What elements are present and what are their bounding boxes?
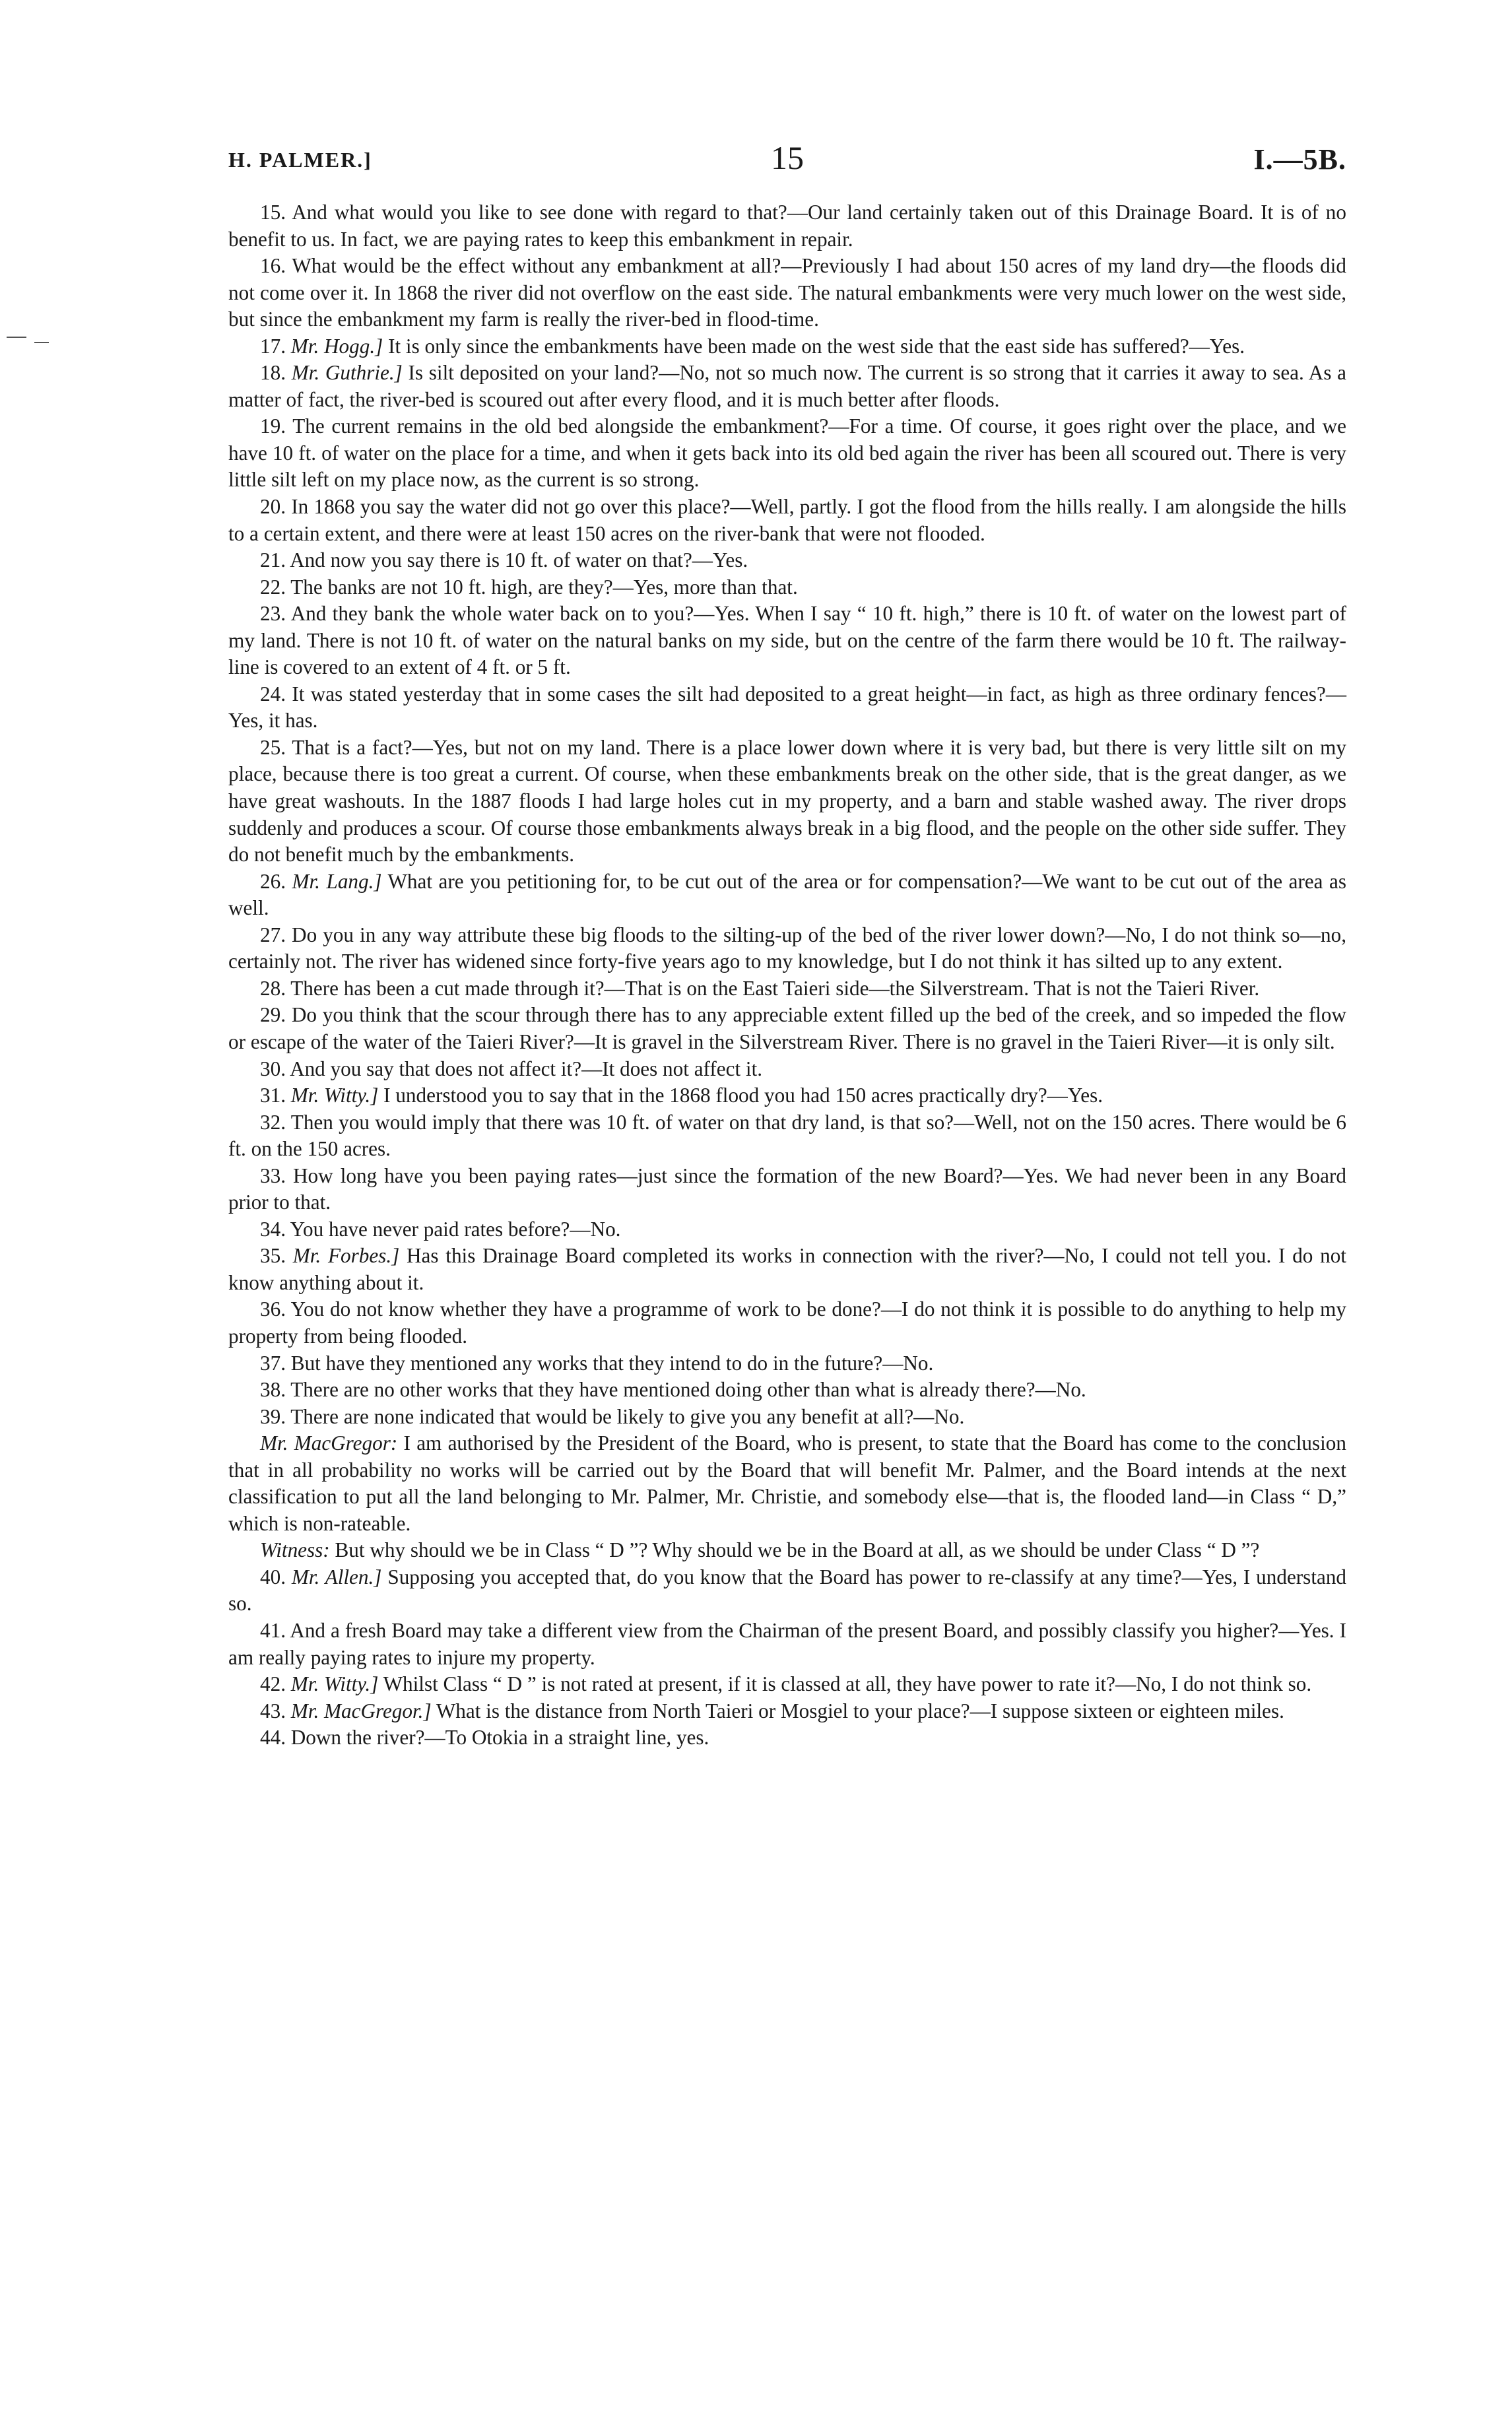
testimony-paragraph	[228, 1724, 1346, 1752]
testimony-paragraph	[228, 1430, 1346, 1537]
testimony-paragraph	[228, 868, 1346, 922]
question-number: 30.	[260, 1057, 286, 1080]
testimony-paragraph	[228, 199, 1346, 253]
testimony-text: Do you in any way attribute these big floods to the silting-up of the bed of the river lower down?—No, I do not think so—no, certainly not. The river has widened since forty-five years ago to my knowledge, but I do not think it has silted up to any extent.	[228, 923, 1346, 973]
testimony-paragraph	[228, 1618, 1346, 1671]
testimony-paragraph	[228, 574, 1346, 601]
testimony-text: I am authorised by the President of the Board, who is present, to state that the Board has come to the conclusion that in all probability no works will be carried out by the Board that will benefit Mr. Palmer, and the Board intends at the next classification to put all the land belonging to Mr. Palmer, Mr. Christie, and somebody else—that is, the flooded land—in Class “ D,” which is non-rateable.	[228, 1431, 1346, 1535]
testimony-text: It was stated yesterday that in some cases the silt had deposited to a great height—in fact, as high as three ordinary fences?—Yes, it has.	[228, 682, 1347, 733]
testimony-paragraph	[228, 1216, 1346, 1243]
speaker-name: Mr. MacGregor.]	[290, 1699, 432, 1722]
speaker-name: Mr. Hogg.]	[290, 334, 383, 358]
question-number: 25.	[260, 735, 286, 759]
testimony-text: But why should we be in Class “ D ”? Why should we be in the Board at all, as we should be under Class “ D ”?	[335, 1538, 1260, 1562]
testimony-text: Has this Drainage Board completed its works in connection with the river?—No, I could not tell you. I do not know anything about it.	[228, 1244, 1347, 1294]
testimony-paragraph	[228, 1564, 1346, 1618]
document-reference: I.—5B.	[1253, 143, 1346, 176]
testimony-text: It is only since the embankments have been made on the west side that the east side has suffered?—Yes.	[388, 334, 1245, 358]
testimony-text: Do you think that the scour through there has to any appreciable extent filled up the bed of the creek, and so impeded the flow or escape of the water of the Taieri River?—It is gravel in the Silverstream River. There is no gravel in the Taieri River—it is only silt.	[228, 1003, 1346, 1053]
speaker-name: Mr. Allen.]	[291, 1565, 382, 1589]
testimony-text: And what would you like to see done with regard to that?—Our land certainly taken out of this Drainage Board. It is of no benefit to us. In fact, we are paying rates to keep this embankment in repair.	[228, 201, 1346, 251]
testimony-paragraph	[228, 1163, 1346, 1216]
question-number: 16.	[260, 254, 286, 278]
testimony-paragraph	[228, 1109, 1346, 1163]
testimony-paragraph	[228, 1082, 1346, 1109]
testimony-text: And you say that does not affect it?—It does not affect it.	[290, 1057, 763, 1080]
testimony-paragraph	[228, 922, 1346, 975]
testimony-text: And now you say there is 10 ft. of water on that?—Yes.	[290, 548, 748, 572]
testimony-paragraph	[228, 253, 1346, 333]
testimony-text: Then you would imply that there was 10 ft. of water on that dry land, is that so?—Well, not on the 150 acres. There would be 6 ft. on the 150 acres.	[228, 1110, 1347, 1161]
question-number: 41.	[260, 1618, 286, 1642]
question-number: 26.	[260, 869, 286, 893]
testimony-paragraph	[228, 1537, 1346, 1564]
testimony-text: Is silt deposited on your land?—No, not so much now. The current is so strong that it carries it away to sea. As a matter of fact, the river-bed is scoured out after every flood, and it is much better after floods.	[228, 361, 1347, 411]
question-number: 42.	[260, 1672, 286, 1696]
question-number: 19.	[260, 414, 286, 438]
testimony-paragraph	[228, 1056, 1346, 1083]
question-number: 28.	[260, 976, 286, 1000]
testimony-paragraph	[228, 1671, 1346, 1698]
testimony-text: But have they mentioned any works that they intend to do in the future?—No.	[290, 1351, 934, 1375]
speaker-name: Mr. Forbes.]	[292, 1244, 400, 1268]
witness-name: H. PALMER.]	[228, 148, 372, 172]
testimony-paragraph	[228, 547, 1346, 574]
testimony-paragraph	[228, 681, 1346, 735]
question-number: 38.	[260, 1378, 286, 1402]
testimony-paragraph	[228, 601, 1346, 681]
testimony-text: You do not know whether they have a programme of work to be done?—I do not think it is possible to do anything to help my property from being flooded.	[228, 1297, 1346, 1348]
testimony-text: You have never paid rates before?—No.	[290, 1217, 621, 1241]
document-body	[228, 199, 1346, 1752]
testimony-paragraph	[228, 1296, 1346, 1350]
testimony-text: And they bank the whole water back on to you?—Yes. When I say “ 10 ft. high,” there is 10 ft. of water on the lowest part of my land. There is not 10 ft. of water on the natural banks on my side, but on the centre of the farm there would be 10 ft. The railway-line is covered to an extent of 4 ft. or 5 ft.	[228, 602, 1346, 679]
testimony-text: I understood you to say that in the 1868 flood you had 150 acres practically dry?—Yes.	[383, 1084, 1103, 1107]
question-number: 20.	[260, 495, 286, 519]
testimony-text: There are no other works that they have mentioned doing other than what is already there?—No.	[290, 1378, 1086, 1402]
testimony-text: There are none indicated that would be likely to give you any benefit at all?—No.	[290, 1404, 965, 1428]
page-header	[228, 136, 1346, 189]
question-number: 37.	[260, 1351, 286, 1375]
question-number: 29.	[260, 1003, 286, 1027]
speaker-name: Witness:	[260, 1538, 330, 1562]
testimony-paragraph	[228, 1350, 1346, 1377]
question-number: 33.	[260, 1163, 286, 1187]
question-number: 27.	[260, 923, 286, 946]
question-number: 22.	[260, 575, 286, 599]
testimony-text: What would be the effect without any embankment at all?—Previously I had about 150 acres of my land dry—the floods did not come over it. In 1868 the river did not overflow on the east side. The natural embankments were very much lower on the west side, but since the embankment my farm is really the river-bed in flood-time.	[228, 254, 1347, 331]
testimony-paragraph	[228, 1243, 1346, 1296]
testimony-paragraph	[228, 333, 1346, 360]
question-number: 35.	[260, 1244, 286, 1268]
testimony-text: What are you petitioning for, to be cut out of the area or for compensation?—We want to be cut out of the area as well.	[228, 869, 1347, 920]
speaker-name: Mr. MacGregor:	[260, 1431, 398, 1455]
testimony-text: The banks are not 10 ft. high, are they?—Yes, more than that.	[290, 575, 798, 599]
testimony-paragraph	[228, 975, 1346, 1002]
speaker-name: Mr. Witty.]	[290, 1672, 379, 1696]
testimony-paragraph	[228, 1698, 1346, 1725]
testimony-paragraph	[228, 413, 1346, 494]
margin-mark	[34, 342, 49, 343]
question-number: 17.	[260, 334, 286, 358]
testimony-text: Whilst Class “ D ” is not rated at present, if it is classed at all, they have power to rate it?—No, I do not think so.	[383, 1672, 1312, 1696]
testimony-paragraph	[228, 735, 1346, 868]
speaker-name: Mr. Guthrie.]	[291, 361, 403, 385]
speaker-name: Mr. Lang.]	[292, 869, 382, 893]
testimony-text: Supposing you accepted that, do you know that the Board has power to re-classify at any time?—Yes, I understand so.	[228, 1565, 1347, 1616]
question-number: 34.	[260, 1217, 286, 1241]
question-number: 44.	[260, 1726, 286, 1750]
question-number: 18.	[260, 361, 286, 385]
question-number: 15.	[260, 201, 286, 224]
question-number: 23.	[260, 602, 286, 626]
margin-mark	[7, 337, 26, 338]
question-number: 36.	[260, 1297, 286, 1321]
question-number: 39.	[260, 1404, 286, 1428]
testimony-paragraph	[228, 360, 1346, 413]
testimony-text: There has been a cut made through it?—That is on the East Taieri side—the Silverstream. That is not the Taieri River.	[290, 976, 1260, 1000]
testimony-text: Down the river?—To Otokia in a straight line, yes.	[290, 1726, 709, 1750]
testimony-text: That is a fact?—Yes, but not on my land. There is a place lower down where it is very bad, but there is very little silt on my place, because there is too great a current. Of course, when these embankments break on the other side, that is the great danger, as we have great washouts. In the 1887 floods I had large holes cut in my property, and a barn and stable washed away. The river drops suddenly and produces a scour. Of course those embankments always break in a big flood, and the people on the other side suffer. They do not benefit much by the embankments.	[228, 735, 1347, 867]
question-number: 43.	[260, 1699, 286, 1722]
testimony-text: The current remains in the old bed alongside the embankment?—For a time. Of course, it goes right over the place, and we have 10 ft. of water on the place for a time, and when it gets back into its old bed again the river has been all scoured out. There is very little silt left on my place now, as the current is so strong.	[228, 414, 1346, 492]
question-number: 24.	[260, 682, 286, 705]
question-number: 40.	[260, 1565, 286, 1589]
testimony-text: In 1868 you say the water did not go over this place?—Well, partly. I got the flood from the hills really. I am alongside the hills to a certain extent, and there were at least 150 acres on the river-bank that were not flooded.	[228, 495, 1347, 545]
testimony-text: How long have you been paying rates—just since the formation of the new Board?—Yes. We had never been in any Board prior to that.	[228, 1163, 1346, 1214]
testimony-paragraph	[228, 494, 1346, 547]
question-number: 32.	[260, 1110, 286, 1134]
testimony-text: And a fresh Board may take a different view from the Chairman of the present Board, and possibly classify you higher?—Yes. I am really paying rates to injure my property.	[228, 1618, 1347, 1669]
question-number: 21.	[260, 548, 286, 572]
testimony-text: What is the distance from North Taieri or Mosgiel to your place?—I suppose sixteen or eighteen miles.	[436, 1699, 1284, 1722]
testimony-paragraph	[228, 1377, 1346, 1404]
page-number: 15	[771, 139, 804, 176]
testimony-paragraph	[228, 1404, 1346, 1431]
question-number: 31.	[260, 1084, 286, 1107]
speaker-name: Mr. Witty.]	[290, 1084, 379, 1107]
document-page	[228, 136, 1346, 2380]
testimony-paragraph	[228, 1002, 1346, 1055]
